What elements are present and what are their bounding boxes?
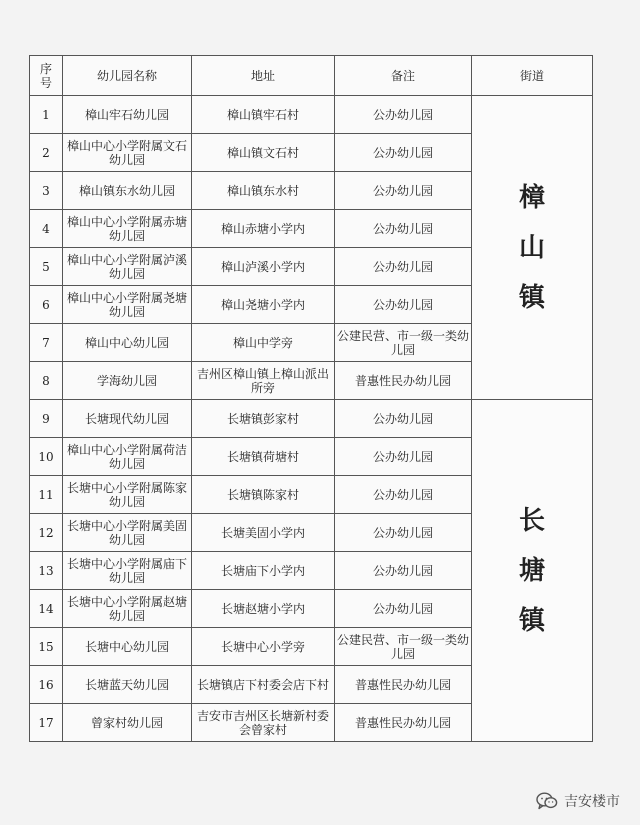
cell-street-changtang [472, 400, 593, 742]
cell-seq: 1 [30, 96, 63, 134]
cell-note: 公办幼儿园 [335, 438, 472, 476]
cell-seq: 15 [30, 628, 63, 666]
cell-address: 长塘镇店下村委会店下村 [192, 666, 335, 704]
cell-name: 学海幼儿园 [63, 362, 192, 400]
watermark [536, 791, 620, 811]
cell-note: 公建民营、市一级一类幼儿园 [335, 628, 472, 666]
cell-note: 公办幼儿园 [335, 172, 472, 210]
cell-name: 樟山镇东水幼儿园 [63, 172, 192, 210]
cell-address: 长塘美固小学内 [192, 514, 335, 552]
cell-name: 长塘中心小学附属赵塘幼儿园 [63, 590, 192, 628]
cell-name: 长塘中心小学附属美固幼儿园 [63, 514, 192, 552]
cell-note: 普惠性民办幼儿园 [335, 666, 472, 704]
cell-note: 公办幼儿园 [335, 552, 472, 590]
cell-note: 公办幼儿园 [335, 248, 472, 286]
table-header [30, 56, 593, 96]
table-row [30, 96, 593, 134]
header-street: 街道 [472, 56, 593, 96]
cell-name: 樟山中心小学附属荷洁幼儿园 [63, 438, 192, 476]
cell-address: 樟山中学旁 [192, 324, 335, 362]
cell-seq: 8 [30, 362, 63, 400]
cell-name: 樟山牢石幼儿园 [63, 96, 192, 134]
cell-note: 公办幼儿园 [335, 286, 472, 324]
cell-name: 樟山中心小学附属文石幼儿园 [63, 134, 192, 172]
cell-seq: 11 [30, 476, 63, 514]
cell-seq: 5 [30, 248, 63, 286]
header-address: 地址 [192, 56, 335, 96]
watermark-text: 吉安楼市 [564, 794, 620, 810]
cell-name: 曾家村幼儿园 [63, 704, 192, 742]
cell-note: 公办幼儿园 [335, 400, 472, 438]
cell-address: 长塘镇陈家村 [192, 476, 335, 514]
cell-address: 长塘赵塘小学内 [192, 590, 335, 628]
cell-address: 长塘镇彭家村 [192, 400, 335, 438]
cell-name: 长塘中心小学附属庙下幼儿园 [63, 552, 192, 590]
street-label: 樟山镇 [518, 182, 545, 313]
cell-note: 普惠性民办幼儿园 [335, 704, 472, 742]
cell-seq: 7 [30, 324, 63, 362]
cell-address: 长塘镇荷塘村 [192, 438, 335, 476]
cell-street-zhangshan [472, 96, 593, 400]
cell-address: 樟山镇文石村 [192, 134, 335, 172]
cell-note: 公建民营、市一级一类幼儿园 [335, 324, 472, 362]
cell-name: 长塘蓝天幼儿园 [63, 666, 192, 704]
cell-address: 樟山尧塘小学内 [192, 286, 335, 324]
header-seq: 序号 [30, 56, 63, 96]
cell-address: 樟山镇牢石村 [192, 96, 335, 134]
cell-address: 樟山镇东水村 [192, 172, 335, 210]
cell-seq: 9 [30, 400, 63, 438]
cell-seq: 12 [30, 514, 63, 552]
cell-seq: 10 [30, 438, 63, 476]
cell-seq: 2 [30, 134, 63, 172]
cell-seq: 16 [30, 666, 63, 704]
cell-note: 公办幼儿园 [335, 476, 472, 514]
cell-address: 樟山泸溪小学内 [192, 248, 335, 286]
cell-seq: 17 [30, 704, 63, 742]
table-row [30, 400, 593, 438]
header-note: 备注 [335, 56, 472, 96]
cell-name: 长塘现代幼儿园 [63, 400, 192, 438]
cell-name: 长塘中心幼儿园 [63, 628, 192, 666]
cell-name: 樟山中心小学附属尧塘幼儿园 [63, 286, 192, 324]
cell-address: 吉州区樟山镇上樟山派出所旁 [192, 362, 335, 400]
street-label: 长塘镇 [518, 505, 545, 636]
cell-seq: 14 [30, 590, 63, 628]
wechat-icon [536, 792, 558, 810]
cell-address: 樟山赤塘小学内 [192, 210, 335, 248]
cell-name: 樟山中心小学附属泸溪幼儿园 [63, 248, 192, 286]
cell-seq: 6 [30, 286, 63, 324]
cell-seq: 13 [30, 552, 63, 590]
cell-name: 樟山中心幼儿园 [63, 324, 192, 362]
cell-note: 普惠性民办幼儿园 [335, 362, 472, 400]
cell-note: 公办幼儿园 [335, 134, 472, 172]
header-row [30, 56, 593, 96]
cell-note: 公办幼儿园 [335, 96, 472, 134]
cell-address: 吉安市吉州区长塘新村委会曾家村 [192, 704, 335, 742]
cell-address: 长塘庙下小学内 [192, 552, 335, 590]
cell-name: 樟山中心小学附属赤塘幼儿园 [63, 210, 192, 248]
cell-note: 公办幼儿园 [335, 590, 472, 628]
cell-note: 公办幼儿园 [335, 210, 472, 248]
cell-seq: 3 [30, 172, 63, 210]
table-body [30, 96, 593, 742]
kindergarten-table [29, 55, 593, 742]
cell-note: 公办幼儿园 [335, 514, 472, 552]
cell-name: 长塘中心小学附属陈家幼儿园 [63, 476, 192, 514]
cell-address: 长塘中心小学旁 [192, 628, 335, 666]
cell-seq: 4 [30, 210, 63, 248]
header-name: 幼儿园名称 [63, 56, 192, 96]
